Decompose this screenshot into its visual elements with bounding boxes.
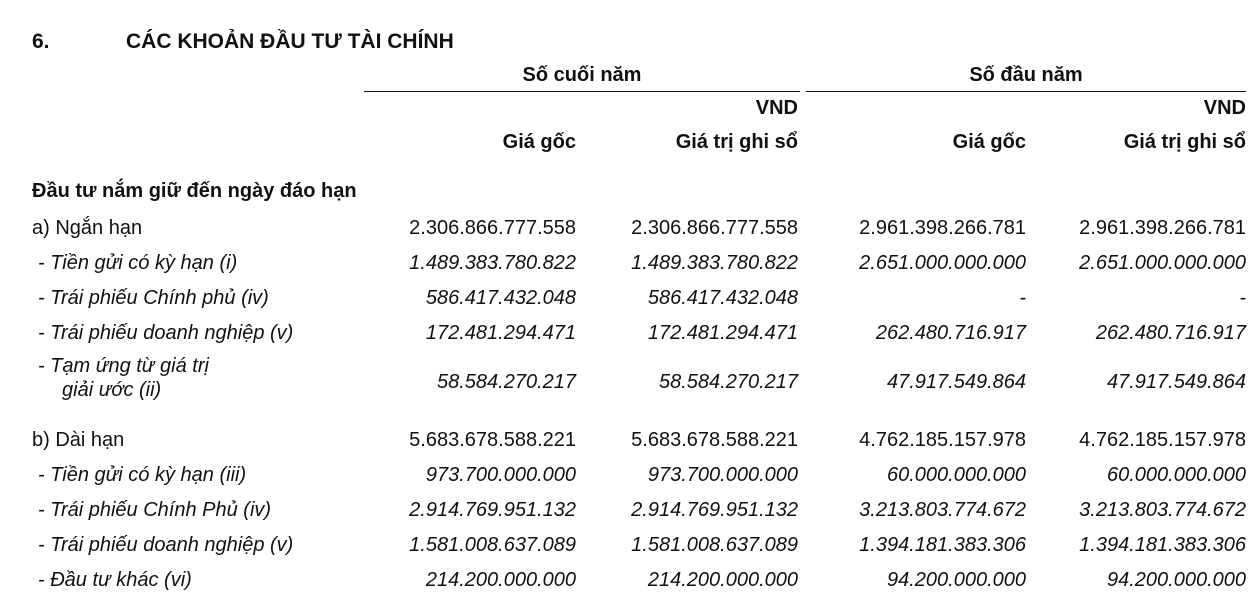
table-row — [0, 561, 1258, 599]
row-label: - Tiền gửi có kỳ hạn (i) — [38, 252, 238, 274]
value-cost-begin: 60.000.000.000 — [886, 464, 1026, 486]
value-cost-begin: 2.651.000.000.000 — [859, 252, 1026, 274]
value-book-begin: - — [1239, 287, 1246, 309]
value-book-begin: 4.762.185.157.978 — [1079, 429, 1246, 451]
value-book-end: 214.200.000.000 — [647, 569, 798, 591]
table-row — [0, 279, 1258, 317]
row-label: - Trái phiếu doanh nghiệp (v) — [38, 534, 294, 556]
value-cost-end: 5.683.678.588.221 — [409, 429, 576, 451]
row-label-line-1: - Tạm ứng từ giá trị — [38, 355, 209, 377]
table-row-short-term — [0, 209, 1258, 247]
table-row — [0, 244, 1258, 282]
column-header-cost-end: Giá gốc — [502, 131, 576, 153]
value-cost-begin: - — [1019, 287, 1026, 309]
value-book-end: 2.914.769.951.132 — [631, 499, 798, 521]
value-book-end: 5.683.678.588.221 — [631, 429, 798, 451]
group-rule-end-of-year — [364, 91, 800, 92]
value-cost-end: 1.581.008.637.089 — [409, 534, 576, 556]
table-row — [0, 526, 1258, 564]
section-number: 6. — [32, 30, 50, 53]
value-cost-begin: 4.762.185.157.978 — [859, 429, 1026, 451]
value-book-end: 172.481.294.471 — [647, 322, 798, 344]
value-book-begin: 2.651.000.000.000 — [1079, 252, 1246, 274]
value-book-end: 1.581.008.637.089 — [631, 534, 798, 556]
row-label: b) Dài hạn — [32, 429, 125, 451]
unit-label-end-of-year: VND — [755, 97, 798, 119]
value-cost-begin: 1.394.181.383.306 — [859, 534, 1026, 556]
value-cost-begin: 262.480.716.917 — [875, 322, 1026, 344]
value-cost-begin: 94.200.000.000 — [886, 569, 1026, 591]
value-book-end: 973.700.000.000 — [647, 464, 798, 486]
table-row — [0, 314, 1258, 352]
row-label — [38, 354, 209, 402]
value-book-begin: 94.200.000.000 — [1106, 569, 1246, 591]
value-book-begin: 2.961.398.266.781 — [1079, 217, 1246, 239]
table-row — [0, 491, 1258, 529]
row-label: - Đầu tư khác (vi) — [38, 569, 192, 591]
column-header-cost-begin: Giá gốc — [952, 131, 1026, 153]
value-book-end: 1.489.383.780.822 — [631, 252, 798, 274]
row-label: - Trái phiếu Chính Phủ (iv) — [38, 499, 272, 521]
value-book-begin: 47.917.549.864 — [1106, 371, 1246, 393]
column-header-book-value-begin: Giá trị ghi sổ — [1123, 131, 1246, 153]
group-label-beginning-of-year: Số đầu năm — [969, 64, 1083, 86]
value-cost-end: 214.200.000.000 — [425, 569, 576, 591]
table-row-long-term — [0, 421, 1258, 459]
group-rule-beginning-of-year — [806, 91, 1246, 92]
value-cost-begin: 47.917.549.864 — [886, 371, 1026, 393]
value-cost-end: 58.584.270.217 — [436, 371, 576, 393]
value-cost-end: 973.700.000.000 — [425, 464, 576, 486]
row-label: - Tiền gửi có kỳ hạn (iii) — [38, 464, 247, 486]
group-label-end-of-year: Số cuối năm — [522, 64, 642, 86]
value-cost-begin: 3.213.803.774.672 — [859, 499, 1026, 521]
table-row — [0, 456, 1258, 494]
value-cost-end: 172.481.294.471 — [425, 322, 576, 344]
row-label-line-2: giải ước (ii) — [62, 379, 162, 401]
category-heading: Đầu tư nắm giữ đến ngày đáo hạn — [32, 180, 357, 202]
row-label: a) Ngắn hạn — [32, 217, 143, 239]
value-book-begin: 60.000.000.000 — [1106, 464, 1246, 486]
row-label: - Trái phiếu doanh nghiệp (v) — [38, 322, 294, 344]
value-book-begin: 1.394.181.383.306 — [1079, 534, 1246, 556]
value-cost-end: 1.489.383.780.822 — [409, 252, 576, 274]
value-book-end: 58.584.270.217 — [658, 371, 798, 393]
value-book-end: 586.417.432.048 — [647, 287, 798, 309]
row-label: - Trái phiếu Chính phủ (iv) — [38, 287, 269, 309]
column-header-book-value-end: Giá trị ghi sổ — [675, 131, 798, 153]
value-cost-end: 2.914.769.951.132 — [409, 499, 576, 521]
value-book-begin: 262.480.716.917 — [1095, 322, 1246, 344]
value-book-begin: 3.213.803.774.672 — [1079, 499, 1246, 521]
value-cost-begin: 2.961.398.266.781 — [859, 217, 1026, 239]
section-title: CÁC KHOẢN ĐẦU TƯ TÀI CHÍNH — [126, 30, 454, 53]
value-book-end: 2.306.866.777.558 — [631, 217, 798, 239]
unit-label-beginning-of-year: VND — [1203, 97, 1246, 119]
value-cost-end: 2.306.866.777.558 — [409, 217, 576, 239]
value-cost-end: 586.417.432.048 — [425, 287, 576, 309]
table-row — [0, 354, 1258, 410]
